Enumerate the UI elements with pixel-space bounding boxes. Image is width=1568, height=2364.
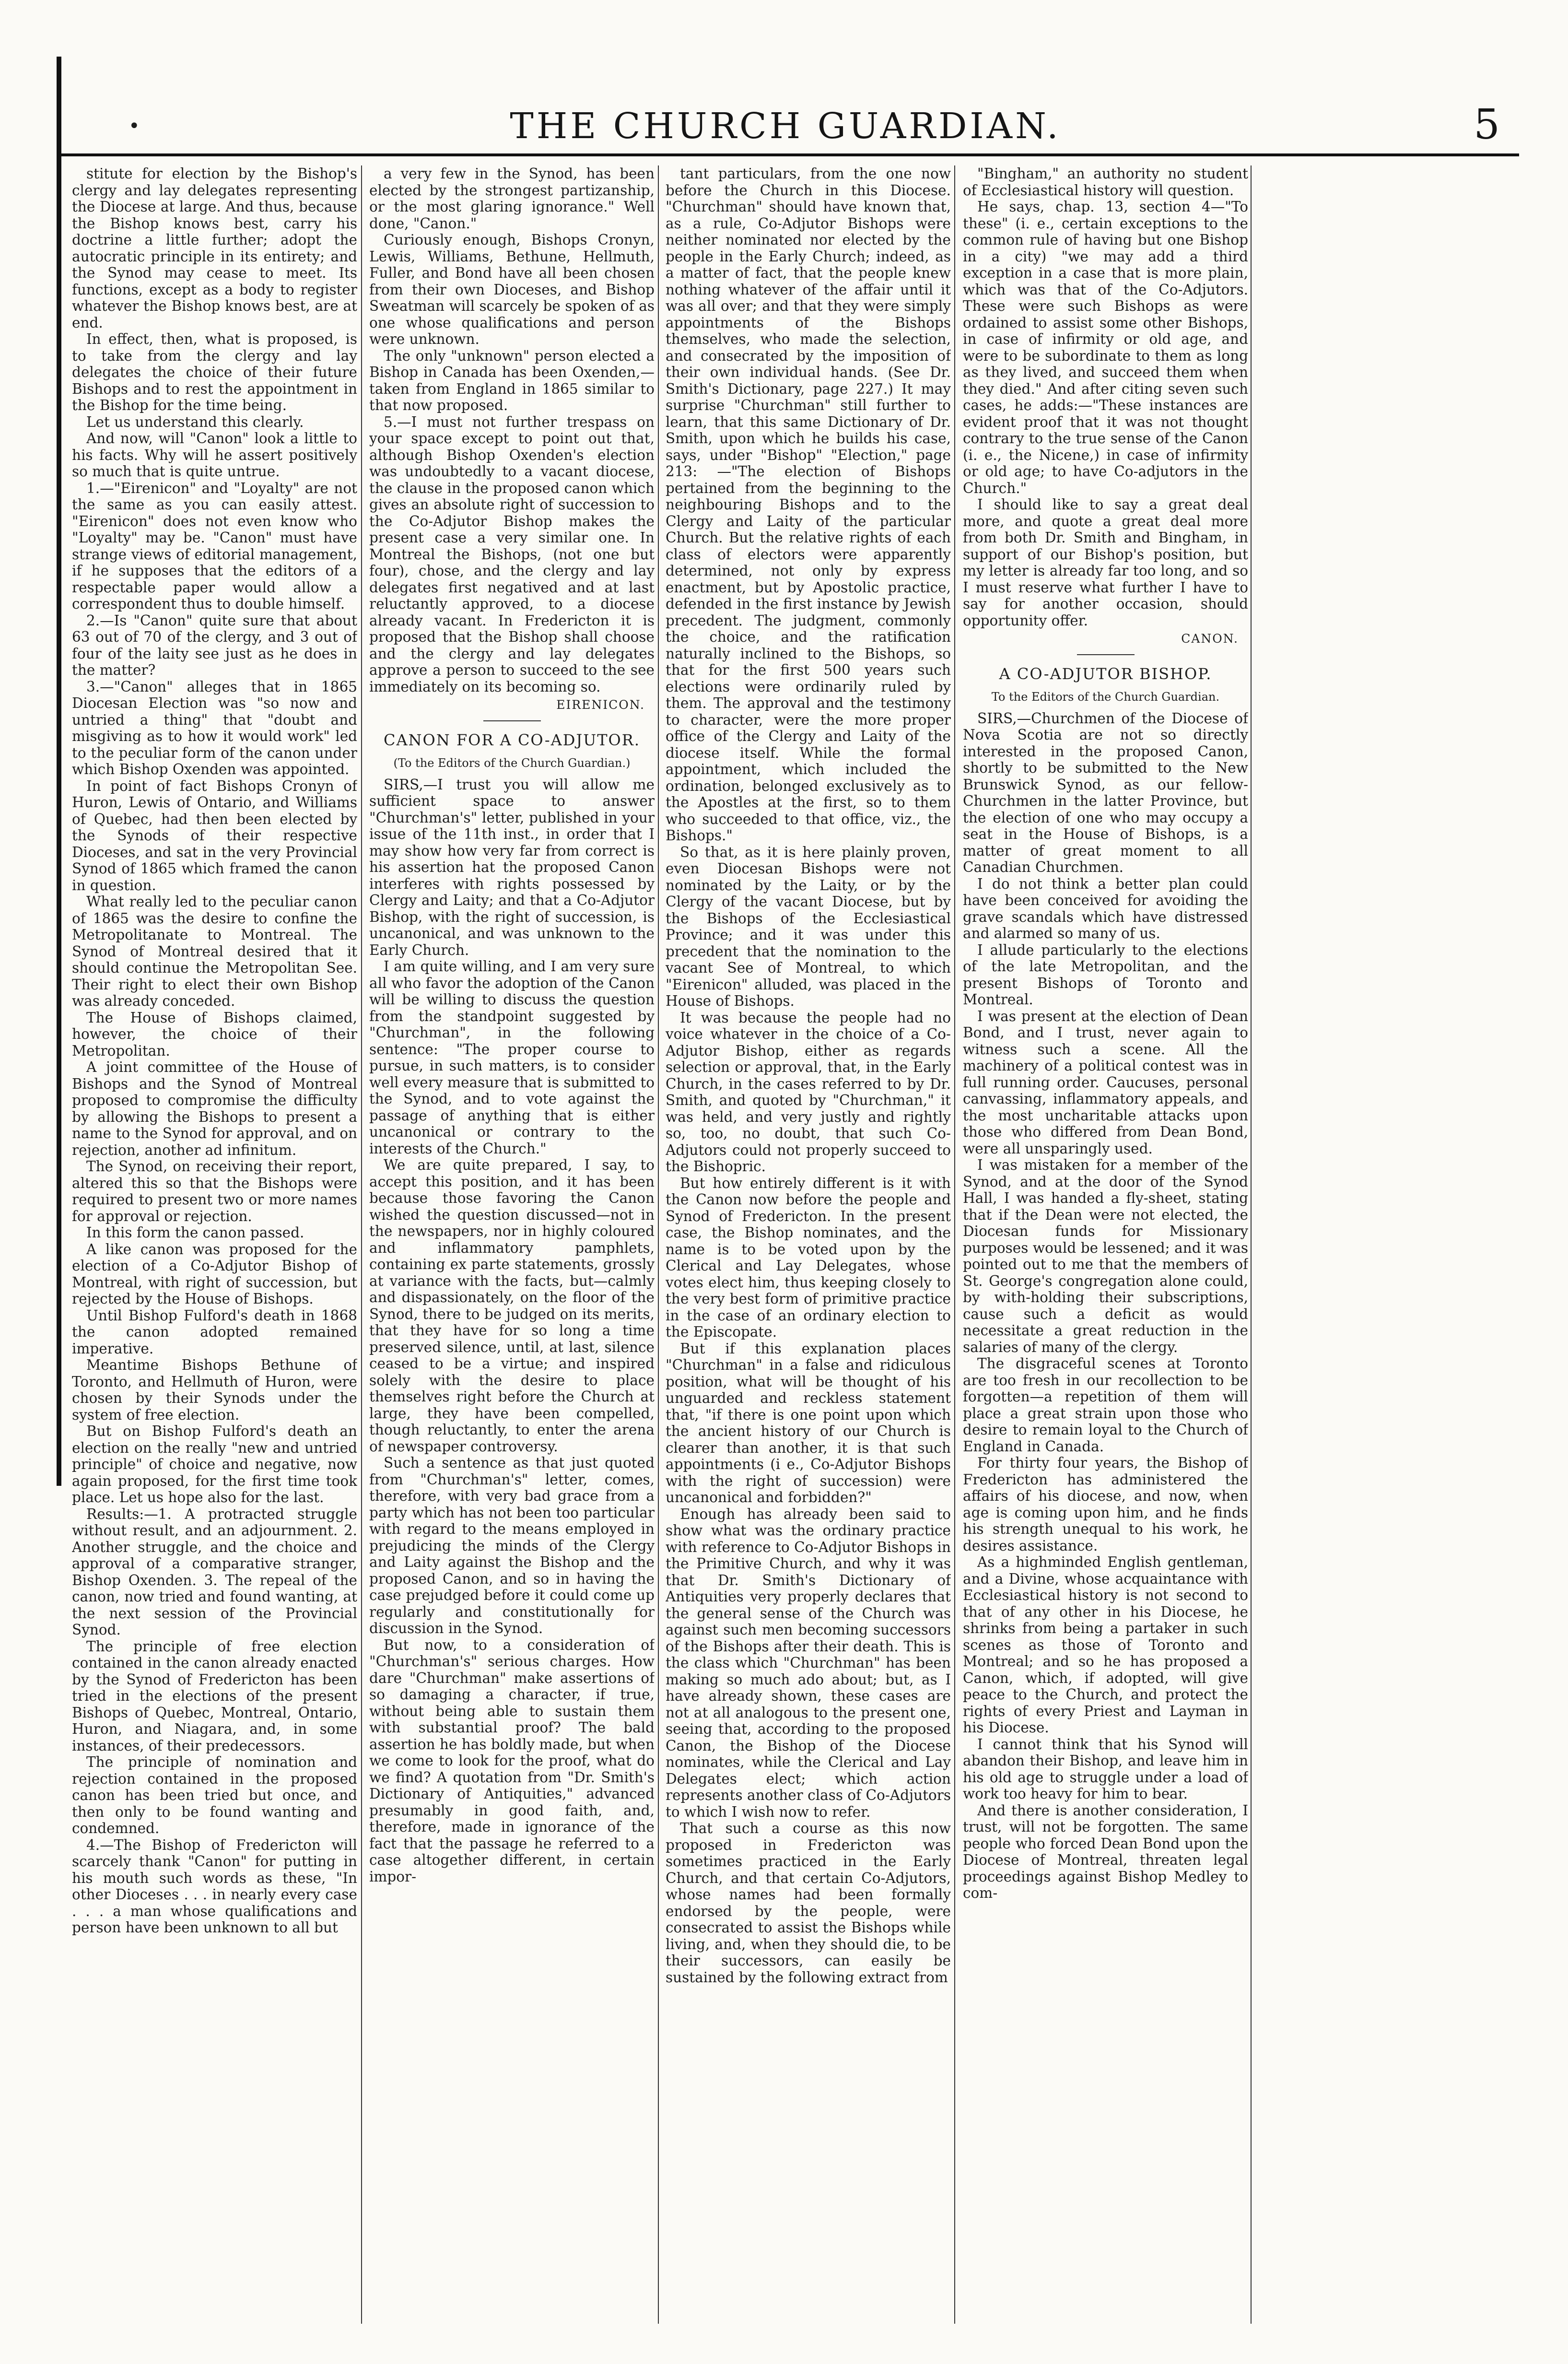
article-paragraph: 4.—The Bishop of Fredericton will scarcely thank "Canon" for putting in his mouth such words as these, "In other Dioceses . . . in nearly every case . . . a man whose qualifications and person have been unknown to all but — [72, 1836, 357, 1936]
article-heading-co-adjutor-bishop: A CO-ADJUTOR BISHOP. — [999, 664, 1212, 683]
article-paragraph: But if this explanation places "Churchman" in a false and ridiculous position, what will be thought of his unguarded and reckless statement that, "if there is one point upon which the ancient history of our Church is clearer than another, it is that such appointments (i e., Co-Adjutor Bishops with the right of succession) were uncanonical and forbidden?" — [666, 1340, 951, 1505]
section-divider — [483, 720, 541, 721]
article-paragraph: In effect, then, what is proposed, is to take from the clergy and lay delegates the choice of their future Bishops and to rest the appointment in the Bishop for the time being. — [72, 331, 357, 413]
column-2-paragraphs-a — [369, 165, 655, 695]
article-paragraph: As a highminded English gentleman, and a Divine, whose acquaintance with Ecclesiastical history is not second to that of any other in his Diocese, he shrinks from being a partaker in such scenes as those of Toronto and Montreal; and so he has proposed a Canon, which, if adopted, will give peace to the Church, and protect the rights of every Priest and Layman in his Diocese. — [963, 1554, 1248, 1736]
article-paragraph: 2.—Is "Canon" quite sure that about 63 out of 70 of the clergy, and 3 out of four of the laity see just as he does in the matter? — [72, 612, 357, 678]
article-paragraph: But on Bishop Fulford's death an election on the really "new and untried principle" of choice and negative, now again proposed, for the first time took place. Let us hope also for the last. — [72, 1423, 357, 1505]
article-paragraph: What really led to the peculiar canon of 1865 was the desire to confine the Metropolitanate to Montreal. The Synod of Montreal desired that it should continue the Metropolitan See. Their right to elect their own Bishop was already conceded. — [72, 894, 357, 1009]
column-rule — [954, 165, 955, 2324]
signature-canon: CANON. — [1181, 632, 1239, 646]
article-paragraph: I was mistaken for a member of the Synod, and at the door of the Synod Hall, I was handed a fly-sheet, stating that if the Dean were not elected, the Diocesan funds for Missionary purposes would be lessened; and it was pointed out to me that the members of St. George's congregation alone could, by with-holding their subscriptions, cause such a deficit as would necessitate a great reduction in the salaries of many of the clergy. — [963, 1157, 1248, 1355]
article-paragraph: Until Bishop Fulford's death in 1868 the canon adopted remained imperative. — [72, 1307, 357, 1357]
article-paragraph: In point of fact Bishops Cronyn of Huron, Lewis of Ontario, and Williams of Quebec, had then been elected by the Synods of their respective Dioceses, and sat in the very Provincial Synod of 1865 which framed the canon in question. — [72, 777, 357, 894]
article-paragraph: So that, as it is here plainly proven, even Diocesan Bishops were not nominated by the Laity, or by the Clergy of the vacant Diocese, but by the Bishops of the Ecclesiastical Province; and it was under this precedent that the nomination to the vacant See of Montreal, to which "Eirenicon" alluded, was placed in the House of Bishops. — [666, 844, 951, 1009]
column-4-paragraphs-a — [963, 165, 1248, 629]
article-paragraph: I allude particularly to the elections of the late Metropolitan, and the present Bishops of Toronto and Montreal. — [963, 941, 1248, 1008]
article-paragraph: stitute for election by the Bishop's clergy and lay delegates representing the Diocese at large. And thus, because the Bishop knows best, carry his doctrine a little further; adopt the autocratic principle in its entirety; and the Synod may cease to meet. Its functions, except as a body to register whatever the Bishop knows best, are at end. — [72, 165, 357, 331]
column-2-paragraphs-b — [369, 776, 655, 1885]
article-paragraph: I do not think a better plan could have been conceived for avoiding the grave scandals which have distressed and alarmed so many of us. — [963, 875, 1248, 941]
article-paragraph: "Bingham," an authority no student of Ecclesiastical history will question. — [963, 165, 1248, 199]
article-paragraph: I cannot think that his Synod will abandon their Bishop, and leave him in his old age to struggle under a load of work too heavy for him to bear. — [963, 1736, 1248, 1802]
article-paragraph: And now, will "Canon" look a little to his facts. Why will he assert positively so much that is quite untrue. — [72, 430, 357, 480]
masthead — [57, 96, 1514, 153]
column-rule — [658, 165, 659, 2324]
masthead-rule — [61, 153, 1519, 156]
article-paragraph: SIRS,—Churchmen of the Diocese of Nova Scotia are not so directly interested in the proposed Canon, shortly to be submitted to the New Brunswick Synod, as our fellow-Churchmen in the latter Province, but the election of one who may occupy a seat in the House of Bishops, is a matter of great moment to all Canadian Churchmen. — [963, 710, 1248, 875]
article-paragraph: The disgraceful scenes at Toronto are too fresh in our recollection to be forgotten—a repetition of them will place a great strain upon those who desire to remain loyal to the Church of England in Canada. — [963, 1355, 1248, 1455]
article-paragraph: I am quite willing, and I am very sure all who favor the adoption of the Canon will be willing to discuss the question from the standpoint suggested by "Churchman", in the following sentence: "The proper course to pursue, in such matters, is to consider well every measure that is submitted to the Synod, and to vote against the passage of anything that is either uncanonical or contrary to the interests of the Church." — [369, 958, 655, 1157]
article-paragraph: It was because the people had no voice whatever in the choice of a Co-Adjutor Bishop, either as regards selection or approval, that, in the Early Church, in the cases referred to by Dr. Smith, and quoted by "Churchman," it was held, and very justly and rightly so, too, no doubt, that such Co-Adjutors could not properly succeed to the Bishopric. — [666, 1009, 951, 1175]
left-margin-rule — [57, 57, 61, 1486]
column-4 — [963, 165, 1248, 2329]
column-4-paragraphs-b — [963, 710, 1248, 1902]
article-paragraph: That such a course as this now proposed in Fredericton was sometimes practiced in the Early Church, and that certain Co-Adjutors, whose names had been formally endorsed by the people, were consecrated to assist the Bishops while living, and, when they should die, to be their successors, can easily be sustained by the following extract from — [666, 1820, 951, 1986]
article-paragraph: But now, to a consideration of "Churchman's" serious charges. How dare "Churchman" make assertions of so damaging a character, if true, without being able to sustain them with substantial proof? The bald assertion he has boldly made, but when we come to look for the proof, what do we find? A quotation from "Dr. Smith's Dictionary of Antiquities," advanced presumably in good faith, and, therefore, made in ignorance of the fact that the passage he referred to a case altogether different, in certain impor- — [369, 1636, 655, 1885]
article-paragraph: Enough has already been said to show what was the ordinary practice with reference to Co-Adjutor Bishops in the Primitive Church, and why it was that Dr. Smith's Dictionary of Antiquities very properly declares that the general sense of the Church was against such men becoming successors of the Bishops after their death. This is the class which "Churchman" has been making so much ado about; but, as I have already shown, these cases are not at all analogous to the present one, seeing that, according to the proposed Canon, the Bishop of the Diocese nominates, while the Clerical and Lay Delegates elect; which action represents another class of Co-Adjutors to which I wish now to refer. — [666, 1505, 951, 1820]
article-paragraph: Results:—1. A protracted struggle without result, and an adjournment. 2. Another struggle, and the choice and approval of a comparative stranger, Bishop Oxenden. 3. The repeal of the canon, now tried and found wanting, at the next session of the Provincial Synod. — [72, 1505, 357, 1638]
signature-eirenicon: EIRENICON. — [556, 698, 645, 712]
article-paragraph: SIRS,—I trust you will allow me sufficient space to answer "Churchman's" letter, published in your issue of the 11th inst., in order that I may show how very far from correct is his assertion hat the proposed Canon interferes with rights possessed by Clergy and Laity; and that a Co-Adjutor Bishop, with the right of succession, is uncanonical, and was unknown to the Early Church. — [369, 776, 655, 958]
column-3 — [666, 165, 951, 2329]
article-paragraph: 3.—"Canon" alleges that in 1865 Diocesan Election was "so now and untried a thing" that "doubt and misgiving as to how it would work" led to the peculiar form of the canon under which Bishop Oxenden was appointed. — [72, 678, 357, 777]
masthead-title: THE CHURCH GUARDIAN. — [510, 106, 1061, 147]
article-paragraph: The House of Bishops claimed, however, the choice of their Metropolitan. — [72, 1009, 357, 1059]
article-paragraph: 5.—I must not further trespass on your space except to point out that, although Bishop Oxenden's election was undoubtedly to a vacant diocese, the clause in the proposed canon which gives an absolute right of succession to the Co-Adjutor Bishop makes the present case a very similar one. In Montreal the Bishops, (not one but four), chose, and the clergy and lay delegates first negatived and at last reluctantly approved, to a diocese already vacant. In Fredericton it is proposed that the Bishop shall choose and the clergy and lay delegates approve a person to succeed to the see immediately on its becoming so. — [369, 413, 655, 695]
article-subheading: (To the Editors of the Church Guardian.) — [393, 756, 631, 770]
column-1 — [72, 165, 357, 2329]
article-subheading: To the Editors of the Church Guardian. — [991, 690, 1220, 704]
article-paragraph: Such a sentence as that just quoted from "Churchman's" letter, comes, therefore, with very bad grace from a party which has not been too particular with regard to the means employed in prejudicing the minds of the Clergy and Laity against the Bishop and the proposed Canon, and so in having the case prejudged before it could come up regularly and constitutionally for discussion in the Synod. — [369, 1455, 655, 1636]
page-number: 5 — [1474, 101, 1500, 149]
section-divider — [1077, 654, 1135, 655]
article-paragraph: The only "unknown" person elected a Bishop in Canada has been Oxenden,—taken from England in 1865 similar to that now proposed. — [369, 347, 655, 413]
article-paragraph: And there is another consideration, I trust, will not be forgotten. The same people who forced Dean Bond upon the Diocese of Montreal, threaten legal proceedings against Bishop Medley to com- — [963, 1802, 1248, 1901]
column-2 — [369, 165, 655, 2329]
article-paragraph: The principle of free election contained in the canon already enacted by the Synod of Fredericton has been tried in the elections of the present Bishops of Quebec, Montreal, Ontario, Huron, and Niagara, and, in some instances, of their predecessors. — [72, 1638, 357, 1754]
article-paragraph: We are quite prepared, I say, to accept this position, and it has been because those favoring the Canon wished the question discussed—not in the newspapers, nor in highly coloured and inflammatory pamphlets, containing ex parte statements, grossly at variance with the facts, but—calmly and dispassionately, on the floor of the Synod, there to be judged on its merits, that they have for so long a time preserved silence, until, at last, silence ceased to be a virtue; and inspired solely with the desire to place themselves right before the Church at large, they have been compelled, though reluctantly, to enter the arena of newspaper controversy. — [369, 1157, 655, 1455]
article-paragraph: For thirty four years, the Bishop of Fredericton has administered the affairs of his diocese, and now, when age is coming upon him, and he finds his strength unequal to his work, he desires assistance. — [963, 1455, 1248, 1554]
article-paragraph: Let us understand this clearly. — [86, 413, 304, 430]
article-paragraph: Curiously enough, Bishops Cronyn, Lewis, Williams, Bethune, Hellmuth, Fuller, and Bond have all been chosen from their own Dioceses, and Bishop Sweatman will scarcely be spoken of as one whose qualifications and person were unknown. — [369, 232, 655, 347]
article-paragraph: The Synod, on receiving their report, altered this so that the Bishops were required to present two or more names for approval or rejection. — [72, 1158, 357, 1224]
column-rule — [1251, 165, 1252, 2324]
article-heading-canon-for-co-adjutor: CANON FOR A CO-ADJUTOR. — [383, 730, 641, 749]
article-paragraph: A like canon was proposed for the election of a Co-Adjutor Bishop of Montreal, with right of succession, but rejected by the House of Bishops. — [72, 1241, 357, 1307]
article-paragraph: I was present at the election of Dean Bond, and I trust, never again to witness such a scene. All the machinery of a political contest was in full running order. Caucuses, personal canvassing, inflammatory appeals, and the most uncharitable attacks upon those who differed from Dean Bond, were all unsparingly used. — [963, 1008, 1248, 1157]
article-paragraph: tant particulars, from the one now before the Church in this Diocese. "Churchman" should have known that, as a rule, Co-Adjutor Bishops were neither nominated nor elected by the people in the Early Church; indeed, as a matter of fact, that the people knew nothing whatever of the affair until it was all over; and that they were simply appointments of the Bishops themselves, who made the selection, and consecrated by the imposition of their own individual hands. (See Dr. Smith's Dictionary, page 227.) It may surprise "Churchman" still further to learn, that this same Dictionary of Dr. Smith, upon which he builds his case, says, under "Bishop" "Election," page 213: —"The election of Bishops pertained from the beginning to the neighbouring Bishops and to the Clergy and Laity of the particular Church. But the relative rights of each class of electors were apparently determined, not only by express enactment, but by Apostolic practice, defended in the first instance by Jewish precedent. The judgment, commonly the choice, and the ratification naturally inclined to the Bishops, so that for the first 500 years such elections were ordinarily ruled by them. The approval and the testimony to character, were the more proper office of the Clergy and Laity of the diocese itself. While the formal appointment, which included the ordination, belonged exclusively as to the Apostles at the first, so to them who succeeded to that office, viz., the Bishops." — [666, 165, 951, 844]
article-paragraph: But how entirely different is it with the Canon now before the people and Synod of Fredericton. In the present case, the Bishop nominates, and the name is to be voted upon by the Clerical and Lay Delegates, whose votes elect him, thus keeping closely to the very best form of primitive practice in the case of an ordinary election to the Episcopate. — [666, 1175, 951, 1340]
article-paragraph: 1.—"Eirenicon" and "Loyalty" are not the same as you can easily attest. "Eirenicon" does not even know who "Loyalty" may be. "Canon" must have strange views of editorial management, if he supposes that the editors of a respectable paper would allow a correspondent thus to double himself. — [72, 480, 357, 612]
article-paragraph: The principle of nomination and rejection contained in the proposed canon has been tried but once, and then only to be found wanting and condemned. — [72, 1754, 357, 1836]
article-paragraph: In this form the canon passed. — [86, 1224, 304, 1241]
article-paragraph: He says, chap. 13, section 4—"To these" (i. e., certain exceptions to the common rule of having but one Bishop in a city) "we may add a third exception in a case that is more plain, which was that of the Co-Adjutors. These were such Bishops as were ordained to assist some other Bishops, in case of infirmity or old age, and were to be subordinate to them as long as they lived, and succeed them when they died." And after citing seven such cases, he adds:—"These instances are evident proof that it was not thought contrary to the true sense of the Canon (i. e., the Nicene,) in case of infirmity or old age; to have Co-adjutors in the Church." — [963, 199, 1248, 496]
masthead-bullet: • — [129, 115, 140, 137]
column-rule — [361, 165, 362, 2324]
article-paragraph: A joint committee of the House of Bishops and the Synod of Montreal proposed to compromise the difficulty by allowing the Bishops to present a name to the Synod for approval, and on rejection, another ad infinitum. — [72, 1059, 357, 1158]
article-paragraph: a very few in the Synod, has been elected by the strongest partizanship, or the most glaring ignorance." Well done, "Canon." — [369, 165, 655, 232]
article-paragraph: Meantime Bishops Bethune of Toronto, and Hellmuth of Huron, were chosen by their Synods under the system of free election. — [72, 1357, 357, 1423]
article-paragraph: I should like to say a great deal more, and quote a great deal more from both Dr. Smith and Bingham, in support of our Bishop's position, but my letter is already far too long, and so I must reserve what further I have to say for another occasion, should opportunity offer. — [963, 496, 1248, 629]
